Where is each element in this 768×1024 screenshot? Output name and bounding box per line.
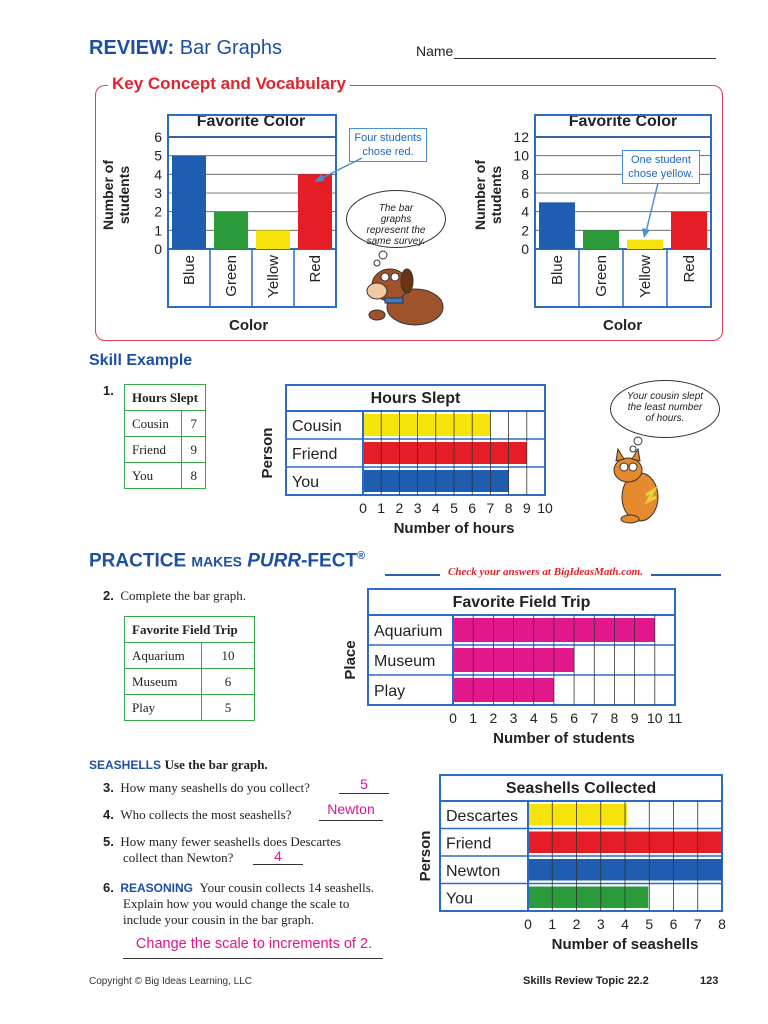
category-label: Descartes [446, 807, 519, 825]
table-row: You 8 [125, 463, 206, 489]
bar-red [298, 174, 332, 249]
bar-blue [539, 202, 575, 249]
chart2-callout-pointer [638, 180, 668, 240]
x-tick-label: 2 [395, 500, 404, 516]
chart1-callout-pointer [310, 155, 370, 185]
chart1-callout: Four students chose red. [349, 128, 427, 162]
seashells-instruction: Use the bar graph. [164, 757, 268, 772]
x-tick-label: 5 [550, 710, 558, 726]
category-label: You [292, 474, 319, 491]
copyright: Copyright © Big Ideas Learning, LLC [89, 976, 253, 987]
y-tick-label: 1 [154, 222, 162, 239]
chart2-ylabel: Number of students [472, 160, 504, 230]
category-label: Yellow [265, 255, 282, 298]
table-row: Cousin 7 [125, 411, 206, 437]
chart-title: Seashells Collected [505, 780, 657, 797]
x-tick-label: 0 [359, 500, 367, 516]
cat-icon [600, 435, 670, 525]
x-tick-label: 10 [647, 710, 663, 726]
field-trip-chart-svg [335, 585, 695, 750]
chart2-xlabel: Color [603, 317, 643, 334]
x-tick-label: 6 [570, 710, 578, 726]
category-label: Newton [446, 862, 501, 880]
x-tick-label: 4 [431, 500, 440, 516]
answer-3-line[interactable] [339, 793, 389, 794]
x-tick-label: 9 [630, 710, 639, 726]
chart1-title: Favorite Color [196, 113, 306, 130]
category-label: Yellow [637, 255, 654, 298]
bar-play [453, 678, 554, 702]
category-label: Green [223, 255, 240, 297]
bar-green [583, 230, 619, 249]
question-2: 2. Complete the bar graph. [103, 588, 246, 603]
chart1-ylabel: Number of students [100, 160, 132, 230]
y-tick-label: 6 [154, 129, 162, 145]
category-label: Play [374, 683, 406, 700]
registered-mark: ® [357, 550, 366, 562]
topic-title: Bar Graphs [179, 37, 283, 59]
x-tick-label: 1 [469, 710, 478, 726]
answer-5-line[interactable] [253, 864, 303, 865]
x-tick-label: 2 [489, 710, 498, 726]
y-tick-label: 2 [521, 222, 529, 239]
answer-5: 4 [274, 848, 282, 864]
category-label: Museum [374, 653, 436, 670]
y-axis-label: Person [417, 830, 434, 882]
check-answers: Check your answers at BigIdeasMath.com. [440, 566, 651, 578]
chart-title: Hours Slept [370, 390, 461, 407]
purr-word: PURR [247, 550, 302, 572]
x-tick-label: 3 [596, 916, 605, 932]
answer-4-line[interactable] [319, 820, 383, 821]
x-tick-label: 8 [610, 710, 619, 726]
question-3: 3. How many seashells do you collect? [103, 780, 310, 795]
bar-yellow [256, 230, 290, 249]
chart1-svg [140, 110, 340, 310]
answer-6: Change the scale to increments of 2. [135, 936, 373, 952]
bar-green [214, 212, 248, 249]
chart2-title: Favorite Color [568, 113, 678, 130]
name-line[interactable] [454, 58, 716, 59]
hours-table-title: Hours Slept [125, 385, 206, 411]
x-tick-label: 1 [548, 916, 557, 932]
seashells-chart-svg [410, 773, 740, 958]
footer-topic: Skills Review Topic 22.2 [523, 975, 649, 987]
x-tick-label: 3 [509, 710, 518, 726]
page-number: 123 [700, 975, 719, 987]
category-label: Friend [446, 835, 492, 853]
y-tick-label: 6 [521, 185, 529, 201]
x-tick-label: 7 [590, 710, 599, 726]
bar-yellow [627, 240, 663, 249]
cat-thought-bubble: Your cousin slept the least number of hours. [610, 380, 720, 438]
y-tick-label: 5 [154, 147, 162, 164]
y-tick-label: 4 [521, 203, 529, 220]
table-row: Aquarium 10 [125, 643, 255, 669]
question-4: 4. Who collects the most seashells? [103, 807, 292, 822]
x-tick-label: 5 [450, 500, 458, 516]
question-5: 5. How many fewer seashells does Descartes collect than Newton? [103, 834, 341, 865]
x-tick-label: 7 [693, 916, 702, 932]
chart2-callout: One student chose yellow. [622, 150, 700, 184]
x-tick-label: 6 [468, 500, 477, 516]
answer-6-line[interactable] [123, 958, 383, 959]
y-tick-label: 3 [154, 185, 162, 201]
category-label: Cousin [292, 418, 342, 435]
category-label: Blue [181, 255, 198, 286]
bar-friend [363, 442, 527, 464]
y-tick-label: 10 [513, 147, 529, 164]
y-axis-label: Person [259, 427, 276, 479]
skill-example-heading: Skill Example [89, 352, 193, 369]
x-axis-label: Number of hours [393, 520, 515, 537]
bar-cousin [363, 414, 490, 436]
chart2-svg [505, 110, 715, 310]
category-label: Red [681, 255, 698, 283]
answer-3: 5 [360, 776, 368, 792]
category-label: Friend [292, 446, 338, 463]
x-tick-label: 8 [718, 916, 726, 932]
x-tick-label: 1 [377, 500, 386, 516]
fect-word: -FECT [301, 550, 358, 572]
table-row: Museum 6 [125, 669, 255, 695]
question-6: 6. REASONING Your cousin collects 14 seashells. Explain how you would change the scale to include your cousin in the bar graph. [103, 880, 375, 927]
bar-blue [172, 156, 206, 249]
makes-word: MAKES [191, 553, 242, 570]
practice-heading [89, 550, 365, 572]
y-tick-label: 0 [521, 241, 529, 257]
field-trip-table-title: Favorite Field Trip [125, 617, 255, 643]
hours-slept-table [124, 384, 206, 489]
x-tick-label: 6 [669, 916, 678, 932]
x-tick-label: 2 [572, 916, 581, 932]
y-tick-label: 2 [154, 203, 162, 220]
bar-descartes [528, 804, 627, 826]
x-tick-label: 11 [667, 710, 683, 726]
key-concept-title: Key Concept and Vocabulary [108, 74, 350, 94]
y-tick-label: 0 [154, 241, 162, 257]
table-row: Play 5 [125, 695, 255, 721]
table-row: Friend 9 [125, 437, 206, 463]
x-tick-label: 3 [413, 500, 422, 516]
x-tick-label: 7 [486, 500, 495, 516]
seashells-label: SEASHELLS [89, 758, 162, 772]
y-tick-label: 12 [513, 129, 529, 145]
dog-thought-bubble: The bar graphs represent the same survey. [346, 190, 446, 248]
seashells-heading [89, 757, 268, 773]
x-tick-label: 4 [621, 916, 629, 932]
category-label: You [446, 890, 473, 908]
hours-chart-svg [230, 380, 580, 540]
y-tick-label: 4 [154, 166, 162, 183]
x-tick-label: 8 [504, 500, 513, 516]
chart-title: Favorite Field Trip [452, 594, 591, 611]
x-tick-label: 0 [449, 710, 457, 726]
x-tick-label: 9 [522, 500, 531, 516]
bar-you [528, 887, 648, 909]
category-label: Green [593, 255, 610, 297]
category-label: Red [307, 255, 324, 283]
field-trip-table [124, 616, 255, 721]
answer-4: Newton [327, 801, 375, 817]
x-axis-label: Number of seashells [551, 936, 699, 953]
y-axis-label: Place [342, 640, 359, 680]
x-tick-label: 10 [537, 500, 553, 516]
dog-icon [355, 245, 450, 335]
x-tick-label: 4 [529, 710, 538, 726]
x-tick-label: 0 [524, 916, 532, 932]
category-label: Aquarium [374, 623, 443, 640]
practice-word: PRACTICE [89, 550, 187, 572]
category-label: Blue [549, 255, 566, 286]
x-axis-label: Number of students [493, 730, 635, 747]
x-tick-label: 5 [645, 916, 654, 932]
chart1-xlabel: Color [229, 317, 269, 334]
y-tick-label: 8 [521, 166, 529, 183]
name-label: Name [416, 43, 454, 59]
page-header [89, 37, 282, 60]
skill-example-number: 1. [103, 383, 114, 398]
review-label: REVIEW: [89, 37, 175, 59]
bar-red [671, 212, 707, 249]
